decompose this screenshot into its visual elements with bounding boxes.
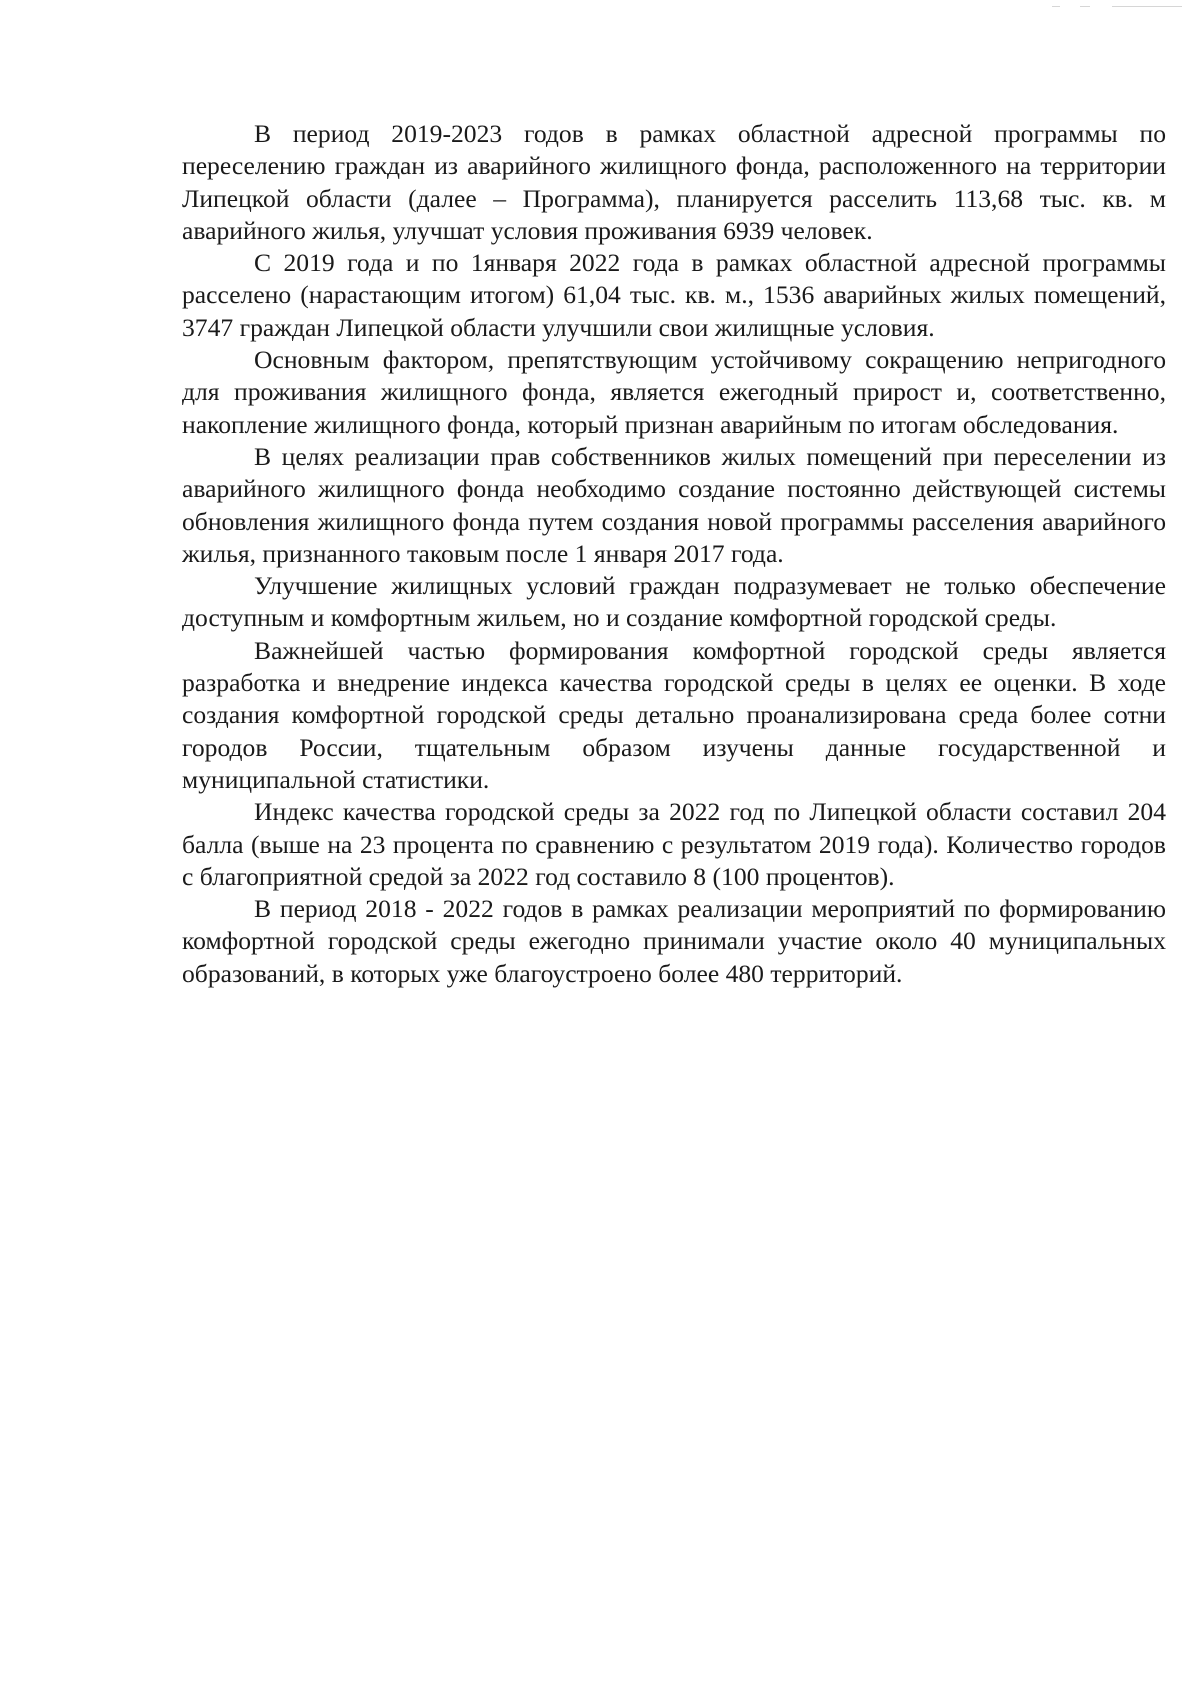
scan-artifact — [1052, 6, 1060, 7]
document-body — [182, 118, 1166, 990]
paragraph: Индекс качества городской среды за 2022 год по Липецкой области составил 204 балла (выше на 23 процента по сравнению с результатом 2019 года). Количество городов с благоприятной средой за 2022 год составило 8 (100 процентов). — [182, 797, 1166, 891]
paragraph: Улучшение жилищных условий граждан подразумевает не только обеспечение доступным и комфортным жильем, но и создание комфортной городской среды. — [182, 571, 1166, 633]
paragraph: С 2019 года и по 1января 2022 года в рамках областной адресной программы расселено (нарастающим итогом) 61,04 тыс. кв. м., 1536 аварийных жилых помещений, 3747 граждан Липецкой области улучшили свои жилищные условия. — [182, 248, 1166, 342]
paragraph: Основным фактором, препятствующим устойчивому сокращению непригодного для проживания жилищного фонда, является ежегодный прирост и, соответственно, накопление жилищного фонда, который признан аварийным по итогам обследования. — [182, 345, 1166, 439]
paragraph: В период 2018 - 2022 годов в рамках реализации мероприятий по формированию комфортной городской среды ежегодно принимали участие около 40 муниципальных образований, в которых уже благоустроено более 480 территорий. — [182, 894, 1166, 988]
scan-artifact — [1080, 6, 1090, 7]
paragraph: В целях реализации прав собственников жилых помещений при переселении из аварийного жилищного фонда необходимо создание постоянно действующей системы обновления жилищного фонда путем создания новой программы расселения аварийного жилья, признанного таковым после 1 января 2017 года. — [182, 441, 1166, 568]
paragraph: Важнейшей частью формирования комфортной городской среды является разработка и внедрение индекса качества городской среды в целях ее оценки. В ходе создания комфортной городской среды детально проанализирована среда более сотни городов России, тщательным образом изучены данные государственной и муниципальной статистики. — [182, 635, 1166, 794]
paragraph: В период 2019-2023 годов в рамках областной адресной программы по переселению граждан из аварийного жилищного фонда, расположенного на территории Липецкой области (далее – Программа), планируется расселить 113,68 тыс. кв. м аварийного жилья, улучшат условия проживания 6939 человек. — [182, 119, 1166, 245]
scan-artifact — [1112, 6, 1182, 7]
